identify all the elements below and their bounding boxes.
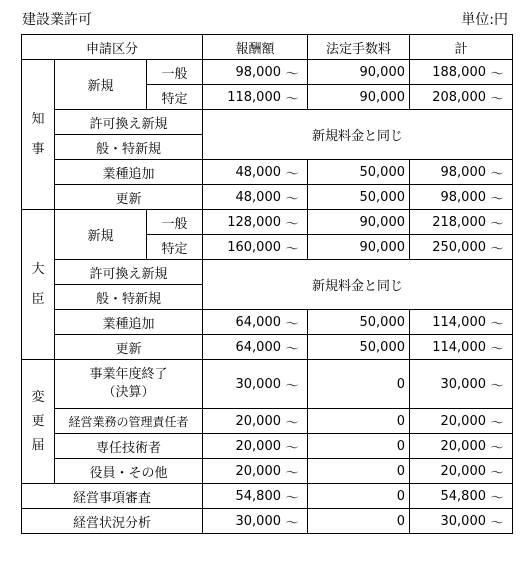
table-row: 専任技術者 20,000 ～ 0 20,000 ～: [22, 434, 513, 459]
table-row: 特定 118,000 ～ 90,000 208,000 ～: [22, 85, 513, 110]
header-total: 計: [410, 35, 513, 60]
change-officer-fee: 20,000: [235, 463, 281, 479]
table-row: 更新 64,000 ～ 50,000 114,000 ～: [22, 335, 513, 360]
governor-add-legal: 50,000: [308, 160, 410, 185]
minister-renew-legal: 50,000: [308, 335, 410, 360]
minister-replace-label: 許可換え新規: [55, 260, 203, 285]
review-legal: 0: [308, 484, 410, 509]
table-row: [22, 260, 513, 285]
table-row: 業種追加 48,000 ～ 50,000 98,000 ～: [22, 160, 513, 185]
governor-renew-label: 更新: [55, 185, 203, 210]
change-fiscal-legal: 0: [308, 360, 410, 409]
table-row: 変 更 届 事業年度終了 （決算） 30,000 ～ 0 30,000 ～: [22, 360, 513, 409]
governor-specific-total: 208,000: [432, 89, 486, 105]
governor-specific-fee: 118,000: [227, 89, 281, 105]
minister-specific-legal: 90,000: [308, 235, 410, 260]
review-fee: 54,800: [235, 488, 281, 504]
governor-add-type-label: 業種追加: [55, 160, 203, 185]
analysis-legal: 0: [308, 509, 410, 534]
change-officer-total: 20,000: [440, 463, 486, 479]
governor-replace-label: 許可換え新規: [55, 110, 203, 135]
header-legal-fee: 法定手数料: [308, 35, 410, 60]
minister-gen-spec-label: 般・特新規: [55, 285, 203, 310]
governor-specific-label: 特定: [147, 85, 203, 110]
change-officer-legal: 0: [308, 459, 410, 484]
governor-general-fee: 98,000: [235, 64, 281, 80]
minister-add-total: 114,000: [432, 314, 486, 330]
governor-specific-legal: 90,000: [308, 85, 410, 110]
minister-label: 大 臣: [22, 210, 55, 360]
table-row: 知 事 新規 一般 98,000 ～ 90,000 188,000 ～: [22, 60, 513, 85]
analysis-total: 30,000: [440, 513, 486, 529]
table-row: 特定 160,000 ～ 90,000 250,000 ～: [22, 235, 513, 260]
change-engineer-fee: 20,000: [235, 438, 281, 454]
fee-table: [21, 34, 513, 534]
unit-label: 単位:円: [461, 12, 508, 28]
governor-general-legal: 90,000: [308, 60, 410, 85]
governor-new-label: 新規: [55, 60, 147, 110]
minister-renew-fee: 64,000: [235, 339, 281, 355]
minister-general-legal: 90,000: [308, 210, 410, 235]
governor-gen-spec-label: 般・特新規: [55, 135, 203, 160]
minister-specific-total: 250,000: [432, 239, 486, 255]
table-row: 業種追加 64,000 ～ 50,000 114,000 ～: [22, 310, 513, 335]
table-row: 大 臣 新規 一般 128,000 ～ 90,000 218,000 ～: [22, 210, 513, 235]
table-row: 経営状況分析 30,000 ～ 0 30,000 ～: [22, 509, 513, 534]
change-manager-label: 経営業務の管理責任者: [55, 409, 203, 434]
review-label: 経営事項審査: [22, 484, 203, 509]
table-row: 更新 48,000 ～ 50,000 98,000 ～: [22, 185, 513, 210]
change-engineer-total: 20,000: [440, 438, 486, 454]
change-engineer-legal: 0: [308, 434, 410, 459]
analysis-label: 経営状況分析: [22, 509, 203, 534]
minister-same-as-new: 新規料金と同じ: [203, 260, 513, 310]
governor-renew-legal: 50,000: [308, 185, 410, 210]
change-officer-label: 役員・その他: [55, 459, 203, 484]
minister-renew-label: 更新: [55, 335, 203, 360]
governor-renew-fee: 48,000: [235, 189, 281, 205]
change-fiscal-label: 事業年度終了 （決算）: [55, 360, 203, 409]
change-fiscal-total: 30,000: [440, 376, 486, 392]
table-row: 経営業務の管理責任者 20,000 ～ 0 20,000 ～: [22, 409, 513, 434]
governor-renew-total: 98,000: [440, 189, 486, 205]
governor-same-as-new: 新規料金と同じ: [203, 110, 513, 160]
governor-add-total: 98,000: [440, 164, 486, 180]
governor-general-total: 188,000: [432, 64, 486, 80]
change-label: 変 更 届: [22, 360, 55, 484]
minister-add-legal: 50,000: [308, 310, 410, 335]
change-engineer-label: 専任技術者: [55, 434, 203, 459]
analysis-fee: 30,000: [235, 513, 281, 529]
header-category: 申請区分: [22, 35, 203, 60]
header-row: [22, 35, 513, 60]
review-total: 54,800: [440, 488, 486, 504]
header-fee: 報酬額: [203, 35, 308, 60]
minister-specific-fee: 160,000: [227, 239, 281, 255]
table-row: 役員・その他 20,000 ～ 0 20,000 ～: [22, 459, 513, 484]
minister-new-label: 新規: [55, 210, 147, 260]
minister-add-type-label: 業種追加: [55, 310, 203, 335]
change-manager-total: 20,000: [440, 413, 486, 429]
change-fiscal-fee: 30,000: [235, 376, 281, 392]
governor-label: 知 事: [22, 60, 55, 210]
governor-add-fee: 48,000: [235, 164, 281, 180]
change-manager-legal: 0: [308, 409, 410, 434]
minister-add-fee: 64,000: [235, 314, 281, 330]
table-row: [22, 110, 513, 135]
change-manager-fee: 20,000: [235, 413, 281, 429]
minister-general-label: 一般: [147, 210, 203, 235]
minister-general-total: 218,000: [432, 214, 486, 230]
minister-general-fee: 128,000: [227, 214, 281, 230]
governor-general-label: 一般: [147, 60, 203, 85]
minister-renew-total: 114,000: [432, 339, 486, 355]
minister-specific-label: 特定: [147, 235, 203, 260]
table-row: 経営事項審査 54,800 ～ 0 54,800 ～: [22, 484, 513, 509]
page-title: 建設業許可: [22, 12, 92, 28]
